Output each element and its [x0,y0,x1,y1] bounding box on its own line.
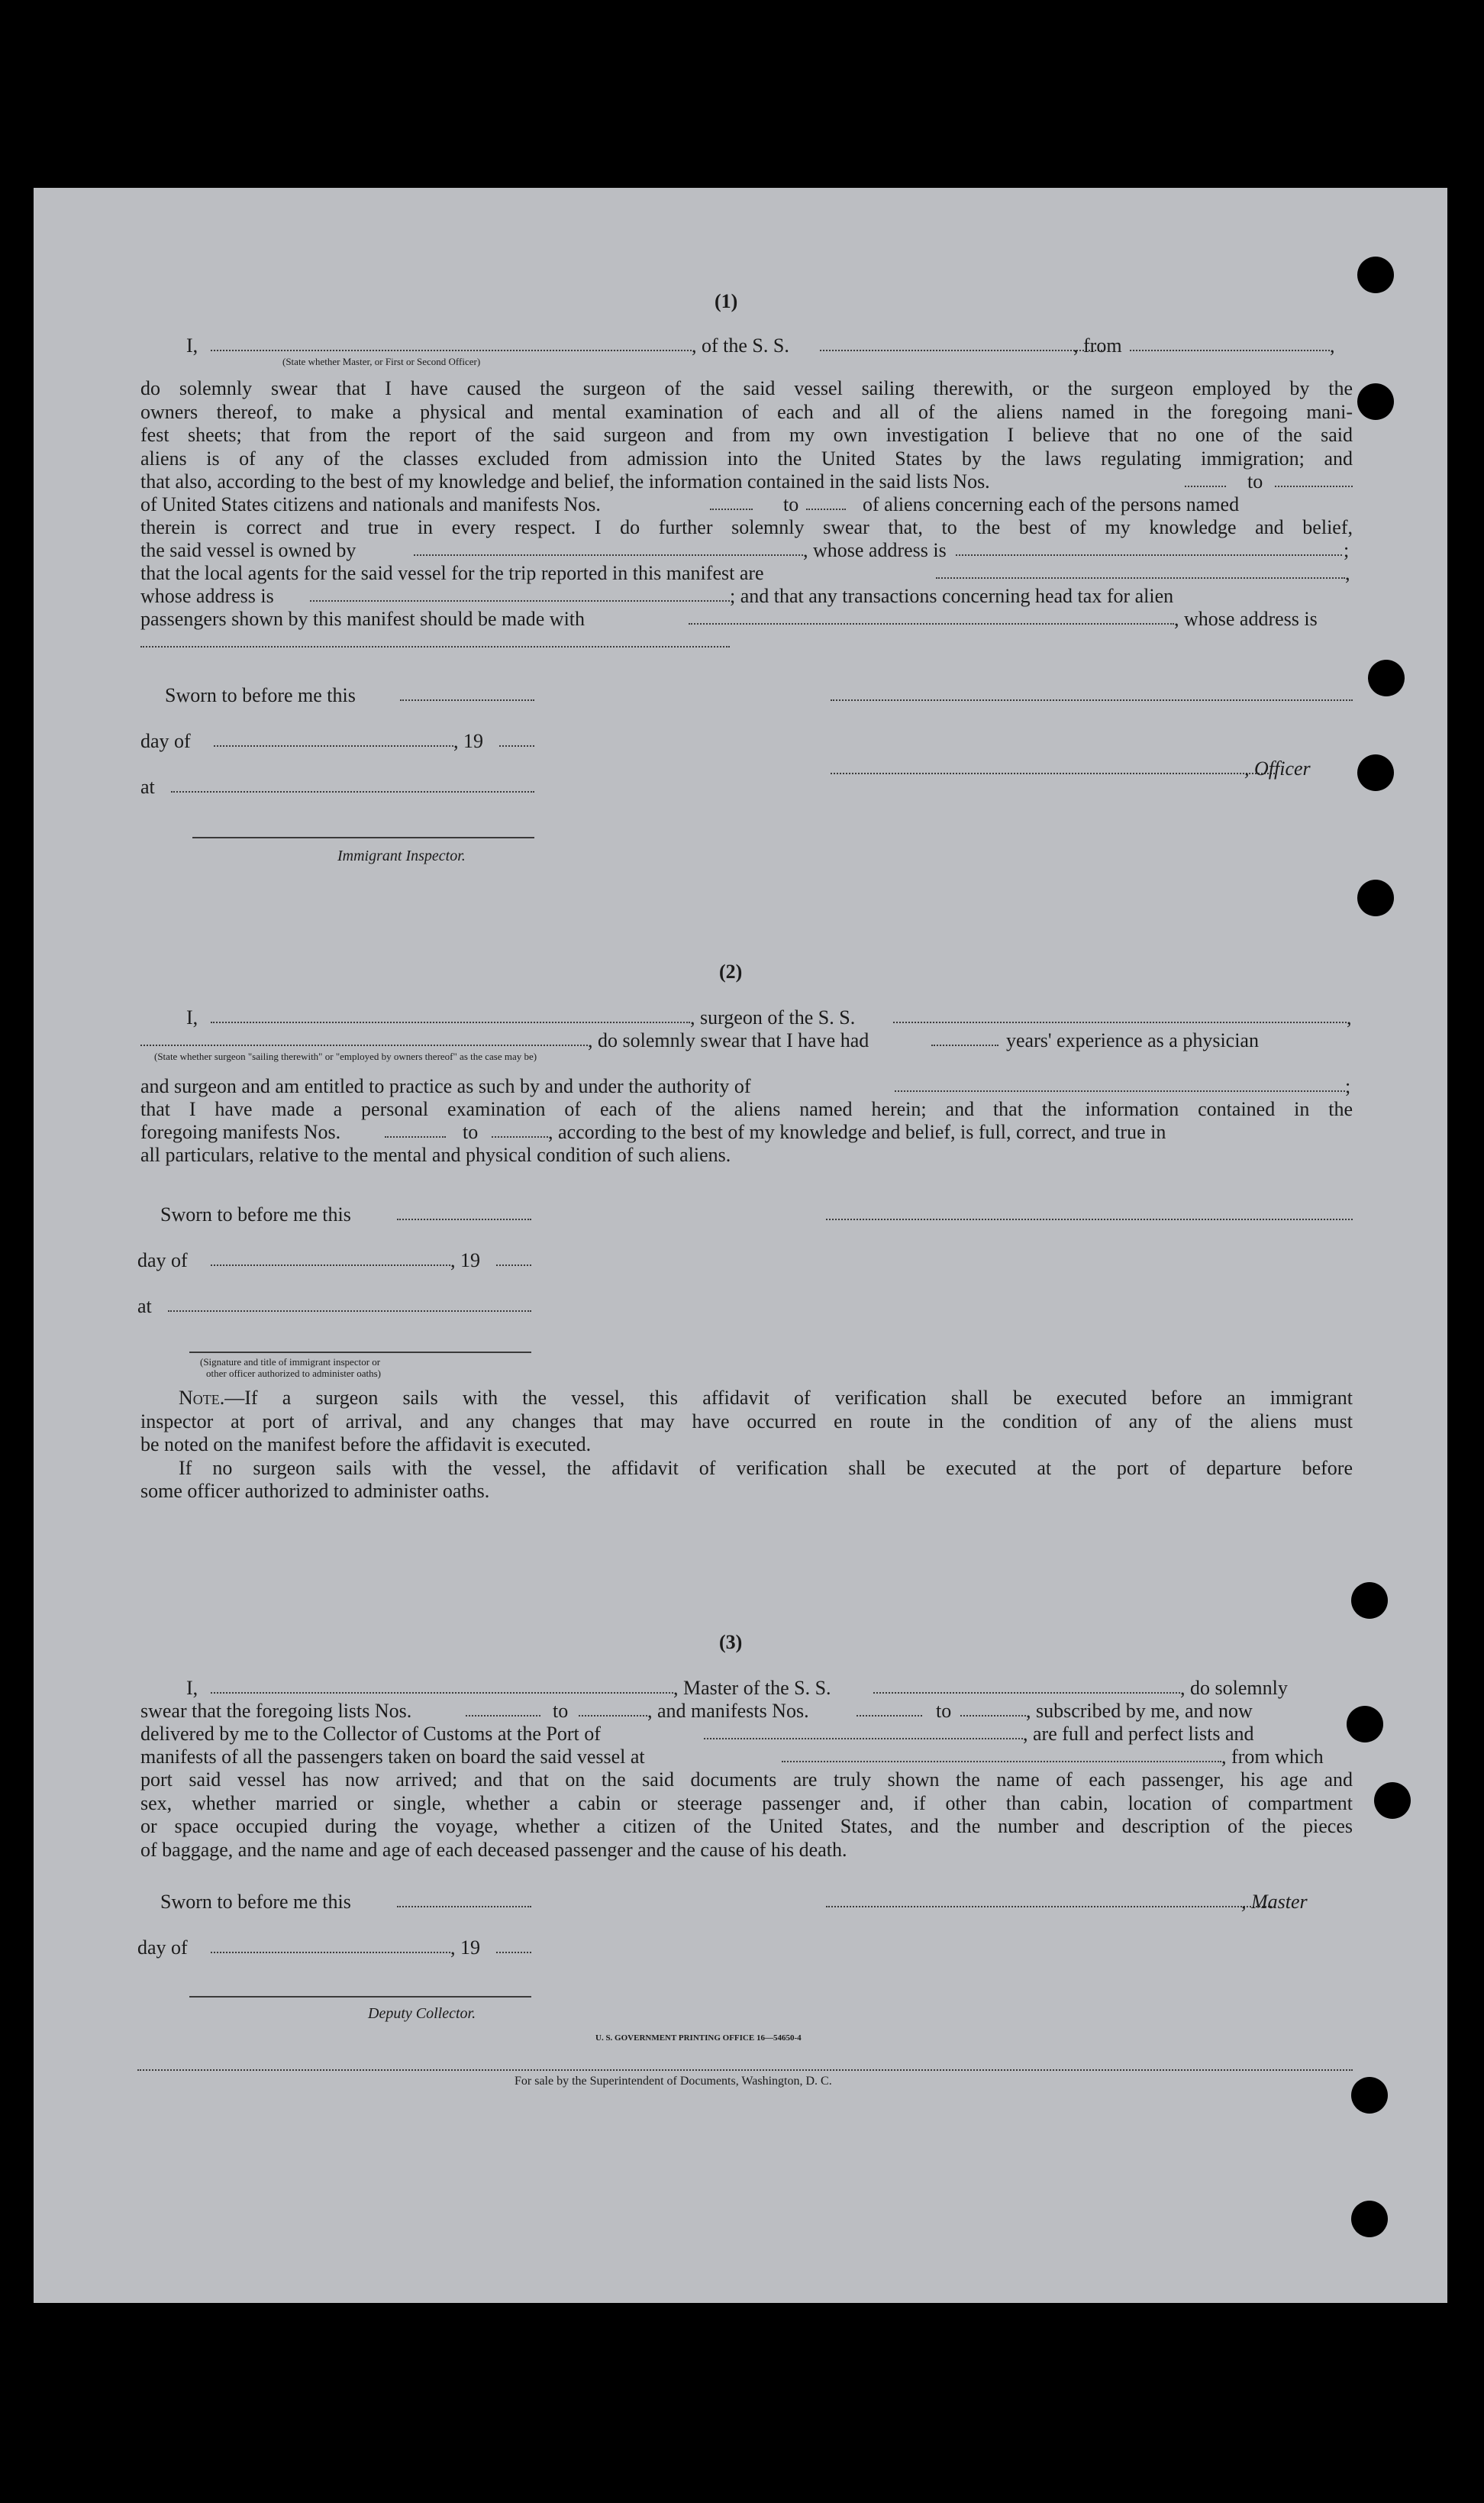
day-of-label: day of [137,1249,188,1271]
punch-hole [1374,1782,1411,1819]
section-1-body [140,377,1353,470]
whose-address-label: , whose address is [1174,608,1318,630]
punch-hole [1351,2201,1388,2237]
agents-address-field[interactable] [310,600,730,602]
vessel-name-field[interactable] [820,350,1102,351]
lists-from-field[interactable] [1185,486,1226,487]
section-3-body [140,1768,1353,1862]
month-field[interactable] [211,1952,450,1953]
therein-text: therein is correct and true in every respect. I do further solemnly swear that, to the best of my knowledge and belief, [140,516,1353,538]
manifests-all-text: manifests of all the passengers taken on board the said vessel at [140,1746,645,1768]
surgeon-vessel-field[interactable] [893,1022,1347,1023]
month-field[interactable] [214,745,453,747]
section-1-heading: (1) [715,290,738,312]
from-port-field[interactable] [1130,350,1330,351]
section-3-i: I, [186,1677,198,1699]
whose-address-label: , whose address is [803,539,947,561]
body-line: aliens is of any of the classes excluded from admission into the United States by the laws regulating immigration; and [140,447,1353,470]
sworn-label: Sworn to before me this [160,1891,351,1913]
to-label: to [553,1700,569,1722]
according-text: , according to the best of my knowledge and belief, is full, correct, and true in [548,1121,1166,1143]
year-field[interactable] [496,1952,531,1953]
note-line: some officer authorized to administer oaths. [140,1480,490,1502]
year-label: , 19 [450,1936,480,1959]
section-1-i: I, [186,334,198,357]
manifests-to-field[interactable] [960,1715,1026,1717]
semicolon: ; [1345,1075,1351,1097]
surgeon-of-label: , surgeon of the S. S. [690,1006,856,1029]
embark-port-field[interactable] [782,1761,1221,1762]
whose-address-label: whose address is [140,585,274,607]
signature-caption-line-2: other officer authorized to administer oaths) [206,1368,381,1379]
years-experience-label: years' experience as a physician [1006,1029,1259,1051]
sworn-label: Sworn to before me this [165,684,356,706]
owner-address-field[interactable] [956,554,1342,556]
punch-hole [1357,383,1394,420]
agents-field[interactable] [936,577,1345,579]
body-line: port said vessel has now arrived; and that on the said documents are truly shown the name of each passenger, his age and [140,1768,1353,1791]
inspector-signature-line[interactable] [189,1352,531,1353]
body-line: owners thereof, to make a physical and mental examination of each and all of the aliens named in the foregoing mani- [140,400,1353,423]
officer-signature-line[interactable] [831,699,1353,701]
punch-hole [1357,754,1394,791]
day-of-label: day of [140,730,191,752]
body-line: or space occupied during the voyage, whether a citizen of the United States, and the number and description of the pieces [140,1815,1353,1837]
master-of-label: , Master of the S. S. [673,1677,831,1699]
footer-rule [137,2069,1353,2071]
examination-text: that I have made a personal examination of each of the aliens named herein; and that the information contained in the [140,1098,1353,1120]
section-2-heading: (2) [719,961,743,983]
surgeon-signature-line[interactable] [826,1219,1353,1220]
at-label: at [140,776,155,798]
note-line: If no surgeon sails with the vessel, the affidavit of verification shall be executed at the port of departure before [179,1456,1353,1479]
punch-hole [1368,660,1405,696]
master-caption: (State whether Master, or First or Second Officer) [282,356,481,367]
year-field[interactable] [499,745,534,747]
officer-title-line[interactable] [831,773,1275,774]
foregoing-to-field[interactable] [492,1136,548,1138]
end-comma: , [1345,562,1350,584]
sworn-label: Sworn to before me this [160,1203,351,1226]
manifests-from-field[interactable] [857,1715,922,1717]
form-page [34,188,1447,2303]
do-solemnly-label: , do solemnly swear that I have had [588,1029,869,1051]
body-line: sex, whether married or single, whether a cabin or steerage passenger and, if other than cabin, location of compartment [140,1791,1353,1814]
day-of-label: day of [137,1936,188,1959]
head-tax-text: ; and that any transactions concerning head tax for alien [730,585,1174,607]
sworn-day-field[interactable] [397,1219,531,1220]
master-label: , Master [1241,1891,1308,1913]
sworn-day-field[interactable] [400,699,534,701]
lists-from-field[interactable] [466,1715,540,1717]
year-field[interactable] [496,1264,531,1266]
year-label: , 19 [450,1249,480,1271]
head-tax-agent-field[interactable] [689,623,1174,625]
signature-caption-line-1: (Signature and title of immigrant inspector or [200,1356,381,1368]
to-label: to [936,1700,952,1722]
note-line: —If a surgeon sails with the vessel, this affidavit of verification shall be executed before an immigrant [224,1387,1353,1409]
master-name-field[interactable] [211,1692,673,1694]
surgeon-status-field[interactable] [140,1045,588,1046]
master-vessel-field[interactable] [873,1692,1180,1694]
subscribed-text: , subscribed by me, and now [1026,1700,1253,1722]
delivered-text: delivered by me to the Collector of Customs at the Port of [140,1723,601,1745]
agents-label: that the local agents for the said vessel for the trip reported in this manifest are [140,562,764,584]
punch-hole [1357,257,1394,293]
note-line: inspector at port of arrival, and any changes that may have occurred en route in the condition of any of the aliens must [140,1410,1353,1432]
owner-field[interactable] [414,554,803,556]
collector-signature-line[interactable] [189,1996,531,1998]
sale-note: For sale by the Superintendent of Documents, Washington, D. C. [515,2075,832,2088]
sworn-day-field[interactable] [397,1906,531,1907]
head-tax-address-field[interactable] [140,646,730,648]
at-label: at [137,1295,152,1317]
punch-hole [1351,2077,1388,2114]
manifests-to-field[interactable] [806,509,846,510]
year-label: , 19 [453,730,483,752]
deputy-collector-label: Deputy Collector. [368,2005,476,2022]
at-place-field[interactable] [171,791,534,793]
immigrant-inspector-label: Immigrant Inspector. [337,848,466,864]
inspector-signature-line[interactable] [192,837,534,838]
gpo-imprint: U. S. GOVERNMENT PRINTING OFFICE 16—54650-4 [595,2033,802,2043]
body-line: of baggage, and the name and age of each deceased passenger and the cause of his death. [140,1838,847,1861]
foregoing-label: foregoing manifests Nos. [140,1121,341,1143]
aliens-text: of aliens concerning each of the persons named [863,493,1240,515]
lists-to-field[interactable] [1275,486,1353,487]
from-label: , from [1073,334,1122,357]
punch-hole [1357,880,1394,916]
swear-lists-label: swear that the foregoing lists Nos. [140,1700,412,1722]
surgeon-caption: (State whether surgeon "sailing therewith" or "employed by owners thereof" as the case may be) [154,1051,537,1062]
citizens-text: of United States citizens and nationals and manifests Nos. [140,493,601,515]
authority-field[interactable] [895,1090,1345,1092]
note-line: be noted on the manifest before the affidavit is executed. [140,1433,592,1455]
semicolon: ; [1344,539,1350,561]
owned-by-label: the said vessel is owned by [140,539,356,561]
punch-hole [1351,1582,1388,1619]
surgeon-name-field[interactable] [211,1022,690,1023]
note-label: Note. [179,1387,225,1409]
master-signature-line[interactable] [826,1906,1272,1907]
do-solemnly-label: , do solemnly [1180,1677,1288,1699]
section-2-i: I, [186,1006,198,1029]
lists-nos-text: that also, according to the best of my knowledge and belief, the information contained in the said lists Nos. [140,470,990,493]
to-label: to [463,1121,479,1143]
body-line: do solemnly swear that I have caused the surgeon of the said vessel sailing therewith, or the surgeon employed by the [140,377,1353,399]
of-the-ss-label: , of the S. S. [692,334,789,357]
authority-label: and surgeon and am entitled to practice as such by and under the authority of [140,1075,751,1097]
master-name-field[interactable] [211,350,692,351]
full-perfect-text: , are full and perfect lists and [1023,1723,1254,1745]
lists-to-field[interactable] [579,1715,647,1717]
passengers-text: passengers shown by this manifest should be made with [140,608,586,630]
officer-label: , Officer [1244,757,1311,780]
foregoing-from-field[interactable] [385,1136,446,1138]
particulars-text: all particulars, relative to the mental and physical condition of such aliens. [140,1144,731,1166]
note-block [140,1387,1353,1503]
and-manifests-label: , and manifests Nos. [647,1700,809,1722]
to-label: to [1247,470,1263,493]
body-line: fest sheets; that from the report of the said surgeon and from my own investigation I believe that no one of the said [140,424,1353,446]
end-comma: , [1347,1006,1352,1029]
to-label: to [783,493,799,515]
punch-hole [1347,1706,1383,1742]
manifests-from-field[interactable] [710,509,753,510]
end-comma: , [1330,334,1335,357]
port-field[interactable] [704,1738,1023,1739]
years-experience-field[interactable] [931,1045,998,1046]
section-3-heading: (3) [719,1631,743,1653]
from-which-text: , from which [1221,1746,1324,1768]
month-field[interactable] [211,1264,450,1266]
at-place-field[interactable] [168,1310,531,1312]
